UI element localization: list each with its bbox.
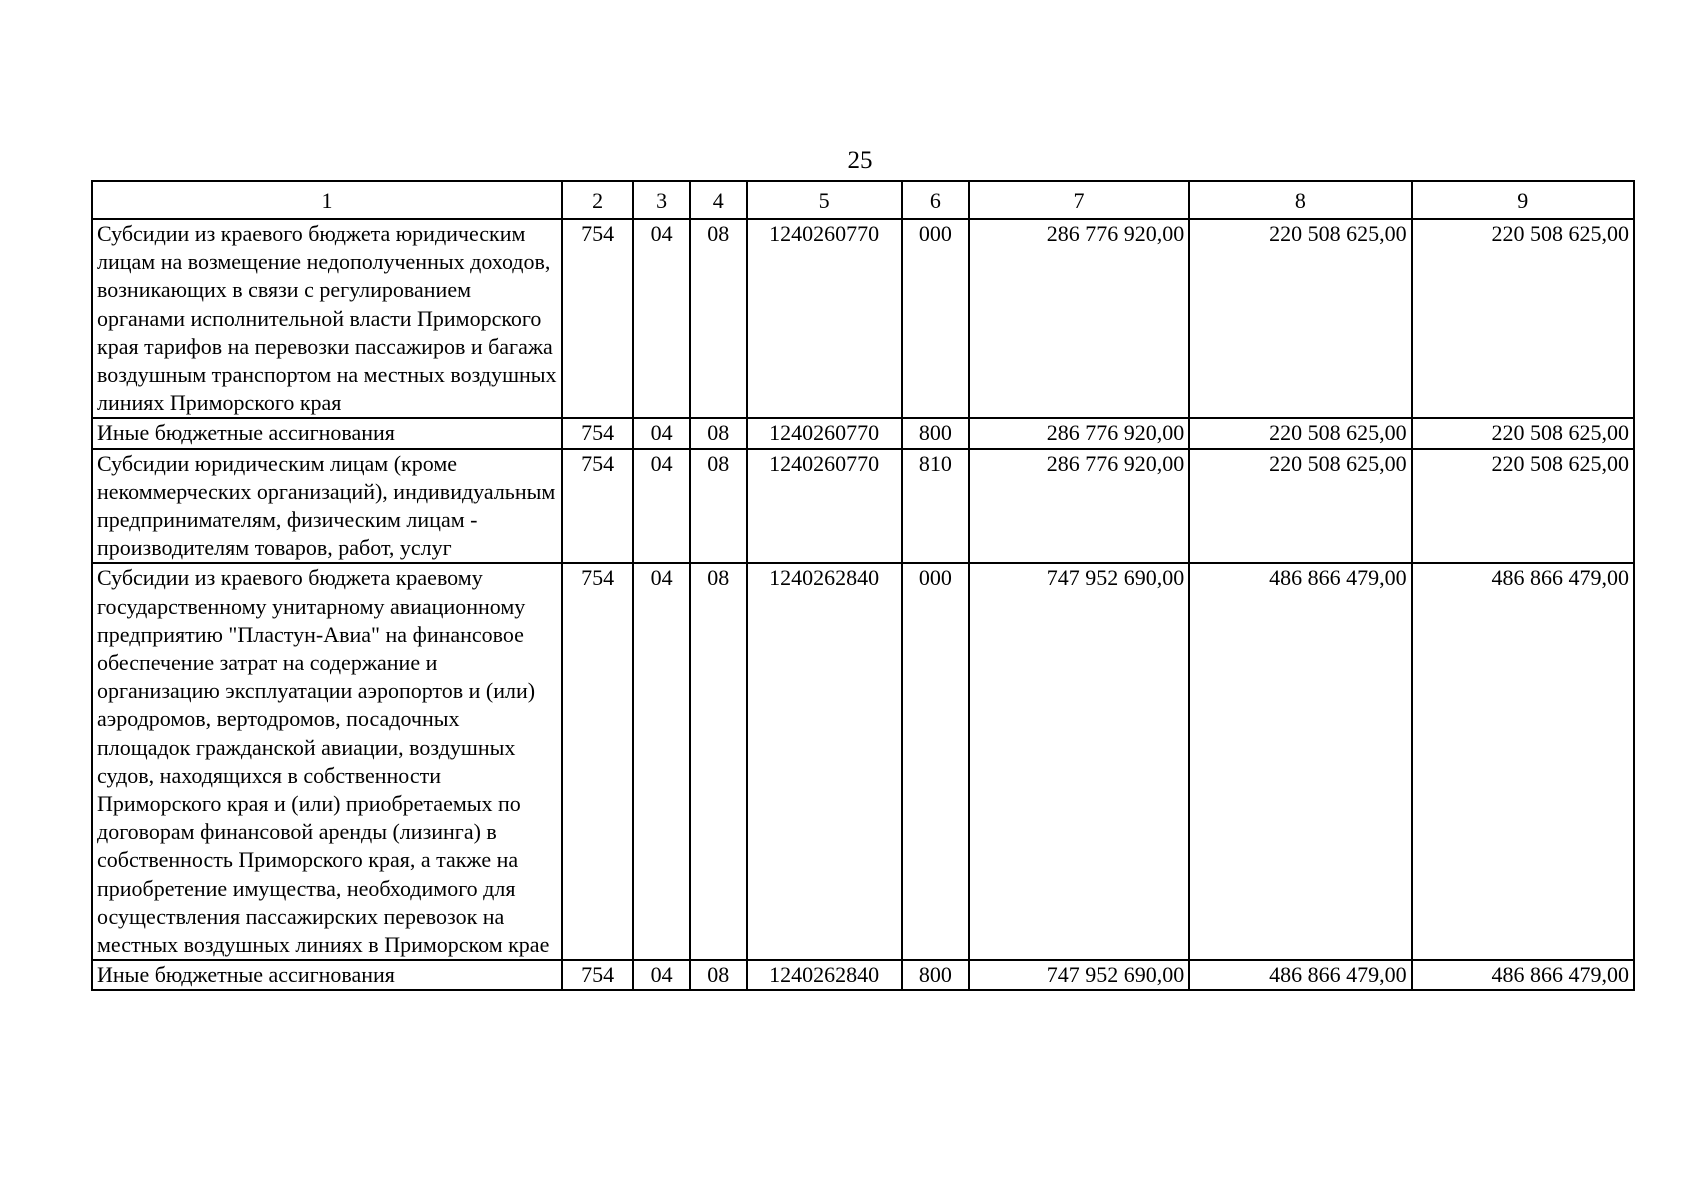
row-code-5: 1240262840 — [747, 563, 902, 960]
column-header-5: 5 — [747, 181, 902, 219]
row-code-2: 754 — [562, 449, 633, 564]
row-code-6: 000 — [902, 563, 969, 960]
column-header-4: 4 — [690, 181, 747, 219]
row-amount-8: 220 508 625,00 — [1189, 449, 1411, 564]
row-code-5: 1240260770 — [747, 219, 902, 418]
table-row — [92, 449, 1634, 564]
row-amount-9: 486 866 479,00 — [1412, 960, 1634, 990]
budget-table — [91, 180, 1635, 991]
row-code-6: 800 — [902, 960, 969, 990]
row-code-3: 04 — [633, 418, 690, 448]
row-code-6: 000 — [902, 219, 969, 418]
column-header-1: 1 — [92, 181, 562, 219]
row-amount-7: 286 776 920,00 — [969, 449, 1189, 564]
row-code-3: 04 — [633, 449, 690, 564]
row-amount-9: 486 866 479,00 — [1412, 563, 1634, 960]
row-amount-9: 220 508 625,00 — [1412, 219, 1634, 418]
row-name: Иные бюджетные ассигнования — [92, 418, 562, 448]
row-name: Субсидии из краевого бюджета юридическим лицам на возмещение недополученных доходов, возникающих в связи с регулированием органами исполнительной власти Приморского края тарифов на перевозки пассажиров и багажа воздушным транспортом на местных воздушных линиях Приморского края — [92, 219, 562, 418]
row-name: Иные бюджетные ассигнования — [92, 960, 562, 990]
row-code-2: 754 — [562, 219, 633, 418]
row-amount-7: 286 776 920,00 — [969, 219, 1189, 418]
row-amount-8: 220 508 625,00 — [1189, 418, 1411, 448]
row-code-6: 810 — [902, 449, 969, 564]
column-header-6: 6 — [902, 181, 969, 219]
row-name: Субсидии юридическим лицам (кроме некоммерческих организаций), индивидуальным предпринимателям, физическим лицам - производителям товаров, работ, услуг — [92, 449, 562, 564]
row-code-5: 1240260770 — [747, 449, 902, 564]
column-header-2: 2 — [562, 181, 633, 219]
row-code-5: 1240262840 — [747, 960, 902, 990]
row-code-3: 04 — [633, 219, 690, 418]
row-code-5: 1240260770 — [747, 418, 902, 448]
table-row — [92, 563, 1634, 960]
table-row — [92, 219, 1634, 418]
row-amount-8: 486 866 479,00 — [1189, 960, 1411, 990]
row-code-6: 800 — [902, 418, 969, 448]
row-code-4: 08 — [690, 563, 747, 960]
row-amount-7: 747 952 690,00 — [969, 960, 1189, 990]
header-row — [92, 181, 1634, 219]
row-amount-7: 747 952 690,00 — [969, 563, 1189, 960]
row-code-2: 754 — [562, 418, 633, 448]
row-code-2: 754 — [562, 960, 633, 990]
row-code-4: 08 — [690, 449, 747, 564]
column-header-3: 3 — [633, 181, 690, 219]
row-code-3: 04 — [633, 563, 690, 960]
column-header-8: 8 — [1189, 181, 1411, 219]
column-header-7: 7 — [969, 181, 1189, 219]
row-code-4: 08 — [690, 219, 747, 418]
row-amount-7: 286 776 920,00 — [969, 418, 1189, 448]
row-amount-8: 220 508 625,00 — [1189, 219, 1411, 418]
table-row — [92, 418, 1634, 448]
row-code-4: 08 — [690, 418, 747, 448]
page-number: 25 — [847, 147, 873, 174]
table-row — [92, 960, 1634, 990]
column-header-9: 9 — [1412, 181, 1634, 219]
row-code-4: 08 — [690, 960, 747, 990]
row-code-2: 754 — [562, 563, 633, 960]
row-name: Субсидии из краевого бюджета краевому государственному унитарному авиационному предприятию "Пластун-Авиа" на финансовое обеспечение затрат на содержание и организацию эксплуатации аэропортов и (или) аэродромов, вертодромов, посадочных площадок гражданской авиации, воздушных судов, находящихся в собственности Приморского края и (или) приобретаемых по договорам финансовой аренды (лизинга) в собственность Приморского края, а также на приобретение имущества, необходимого для осуществления пассажирских перевозок на местных воздушных линиях в Приморском крае — [92, 563, 562, 960]
row-amount-9: 220 508 625,00 — [1412, 418, 1634, 448]
row-code-3: 04 — [633, 960, 690, 990]
row-amount-9: 220 508 625,00 — [1412, 449, 1634, 564]
row-amount-8: 486 866 479,00 — [1189, 563, 1411, 960]
